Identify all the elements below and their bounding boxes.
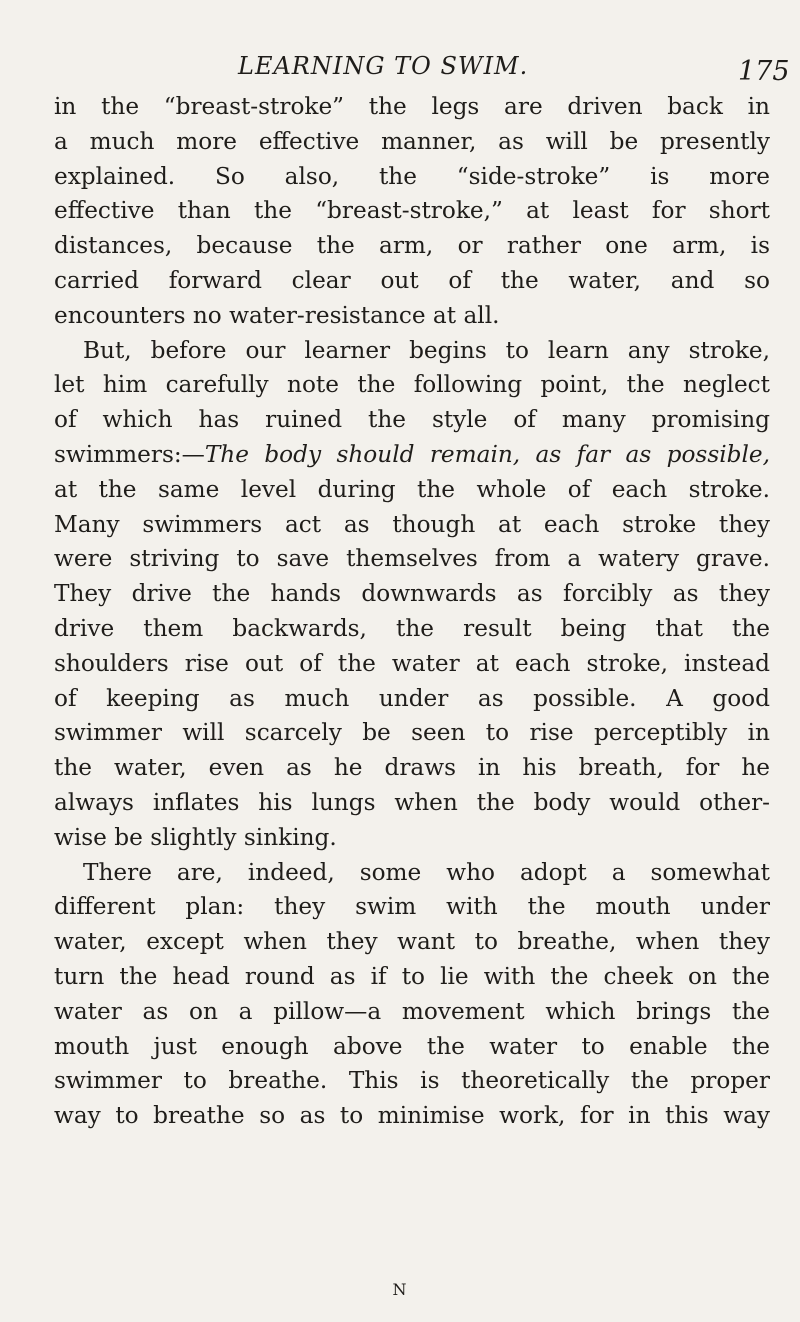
signature-mark <box>0 1280 800 1299</box>
text-line: But, before our learner begins to learn any stroke, <box>83 336 770 364</box>
page-number: 175 <box>738 56 790 87</box>
text-line: different plan: they swim with the mouth under <box>54 893 770 921</box>
text-line: water, except when they want to breathe, when they <box>54 928 770 956</box>
text-line: There are, indeed, some who adopt a somewhat <box>83 858 770 886</box>
text-line: the water, even as he draws in his breath, for he <box>54 754 770 782</box>
text-line: distances, because the arm, or rather one arm, is <box>54 232 770 260</box>
text-line: explained. So also, the “side-stroke” is more <box>54 162 770 190</box>
text-line: let him carefully note the following point, the neglect <box>54 371 770 399</box>
text-line-mixed <box>54 438 770 473</box>
body-text <box>54 90 770 1134</box>
signature-letter: N <box>392 1280 408 1299</box>
text-line: drive them backwards, the result being that the <box>54 614 770 642</box>
text-line: encounters no water-resistance at all. <box>54 301 500 329</box>
text-line: shoulders rise out of the water at each stroke, instead <box>54 649 770 677</box>
text-segment: swimmers:— <box>54 440 205 468</box>
text-line: of which has ruined the style of many promising <box>54 406 770 434</box>
text-line: wise be slightly sinking. <box>54 823 337 851</box>
text-line: mouth just enough above the water to enable the <box>54 1032 770 1060</box>
text-line: turn the head round as if to lie with the cheek on the <box>54 962 770 990</box>
page-header <box>0 48 800 92</box>
running-title: LEARNING TO SWIM. <box>238 52 529 80</box>
text-line: swimmer to breathe. This is theoretically the proper <box>54 1067 770 1095</box>
text-line: a much more effective manner, as will be presently <box>54 127 770 155</box>
text-line: Many swimmers act as though at each stroke they <box>54 510 770 538</box>
text-line: of keeping as much under as possible. A good <box>54 684 770 712</box>
text-line: always inflates his lungs when the body would other- <box>54 788 770 816</box>
italic-emphasis: The body should remain, as far as possible, <box>204 440 770 468</box>
text-line: water as on a pillow—a movement which brings the <box>54 997 770 1025</box>
text-line: were striving to save themselves from a watery grave. <box>54 545 770 573</box>
text-line: They drive the hands downwards as forcibly as they <box>54 580 770 608</box>
italic-emphasis-line: at the same level during the whole of each stroke. <box>54 475 770 503</box>
text-line: in the “breast-stroke” the legs are driven back in <box>54 93 770 120</box>
text-line: effective than the “breast-stroke,” at least for short <box>54 197 770 225</box>
text-line: swimmer will scarcely be seen to rise perceptibly in <box>54 719 770 747</box>
text-line: way to breathe so as to minimise work, for in this way <box>54 1102 770 1130</box>
text-line: carried forward clear out of the water, and so <box>54 266 770 294</box>
